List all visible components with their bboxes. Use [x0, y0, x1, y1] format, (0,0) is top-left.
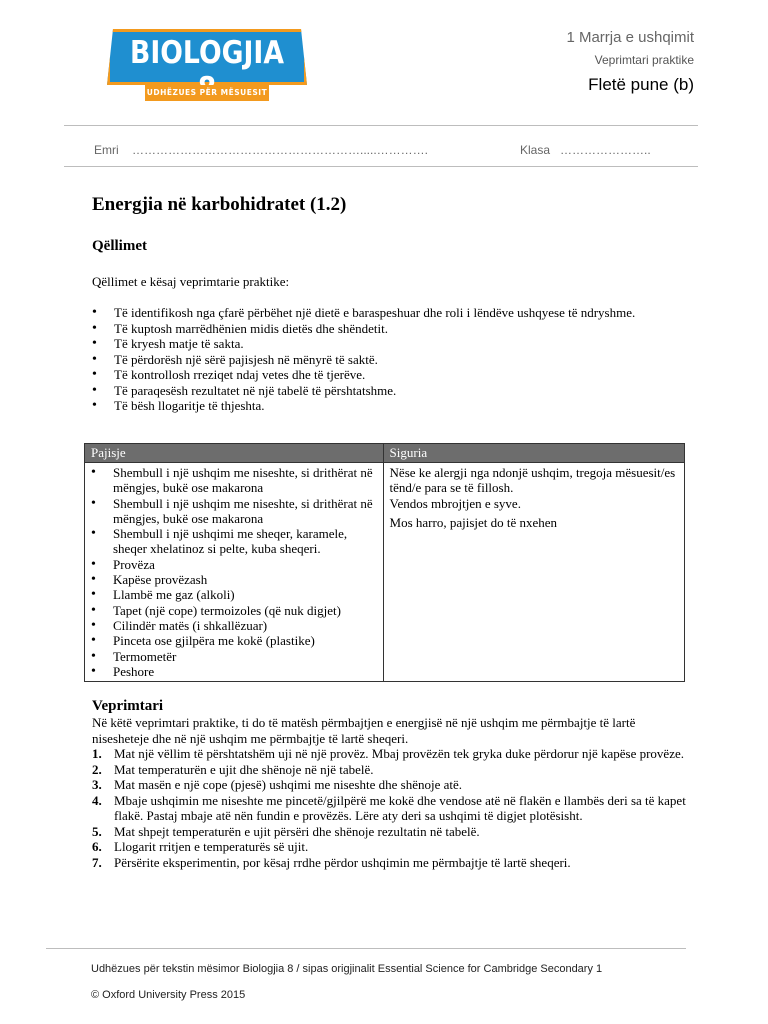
list-item: • Të identifikosh nga çfarë përbëhet një dietë e baraspeshuar dhe roli i lëndëve ushqyese të ndryshme.	[92, 305, 652, 321]
worksheet-label: Fletë pune (b)	[588, 75, 694, 94]
step-text: Përsërite eksperimentin, por kësaj rrdhe përdor ushqimin me përmbajtje të lartë sheqeri.	[114, 854, 571, 870]
step-text: Mat temperaturën e ujit dhe shënoje në një tabelë.	[114, 761, 374, 777]
equipment-list	[91, 465, 377, 679]
footer-source: Udhëzues për tekstin mësimor Biologjia 8 / sipas origjinalit Essential Science for Cambridge Secondary 1	[91, 963, 603, 975]
step-item	[92, 777, 692, 793]
list-item: • Shembull i një ushqim me niseshte, si drithërat në mëngjes, bukë ose makarona	[91, 465, 377, 496]
list-item: • Shembull i një ushqimi me sheqer, karamele, sheqer xhelatinoz si pelte, kuba sheqeri.	[91, 526, 377, 557]
equipment-safety-table	[84, 443, 685, 682]
list-item: • Të bësh llogaritje të thjeshta.	[92, 398, 652, 414]
step-text: Llogarit rritjen e temperaturës së ujit.	[114, 839, 309, 854]
worksheet-title: Energjia në karbohidratet (1.2)	[92, 194, 347, 215]
logo-title: BIOLOGJIA	[130, 35, 284, 71]
procedure-heading: Veprimtari	[92, 698, 164, 714]
safety-note: Mos harro, pajisjet do të nxehen	[389, 514, 558, 530]
footer-copyright: © Oxford University Press 2015	[91, 989, 246, 1001]
procedure-steps	[92, 746, 692, 870]
name-label: Emri	[94, 143, 119, 157]
class-field[interactable]: …………………..	[560, 143, 651, 157]
step-item	[92, 839, 692, 855]
equipment-header: Pajisje	[85, 444, 384, 463]
step-text: Mat një vëllim të përshtatshëm uji në një provëz. Mbaj provëzën tek gryka duke përdorur një kapëse provëze.	[114, 746, 684, 761]
step-number: 4.	[92, 792, 102, 808]
list-item: • Peshore	[91, 664, 377, 679]
list-item: • Të përdorësh një sërë pajisjesh në mënyrë të saktë.	[92, 352, 652, 368]
step-text: Mat shpejt temperaturën e ujit përsëri dhe shënoje rezultatin në tabelë.	[114, 823, 480, 839]
list-item: • Të kryesh matje të sakta.	[92, 336, 652, 352]
procedure-intro: Në këtë veprimtari praktike, ti do të matësh përmbajtjen e energjisë në një ushqim me përmbajtje të lartë nisesheteje dhe në një ushqim me përmbajtje të lartë sheqeri.	[92, 715, 636, 746]
name-field[interactable]: ………………………………………………….....………….	[132, 143, 429, 157]
step-number: 1.	[92, 746, 102, 761]
header-divider	[64, 125, 698, 126]
step-number: 2.	[92, 761, 102, 777]
step-text: Mbaje ushqimin me niseshte me pincetë/gjilpërë me kokë dhe vendose atë në flakën e llambës deri sa të kapet flakë. Pastaj mbaje atë nën fundin e provëzës. Lëre aty deri sa ushqimi të digjet plotësisht.	[114, 792, 686, 823]
list-item: • Të kontrollosh rreziqet ndaj vetes dhe të tjerëve.	[92, 367, 652, 383]
step-item	[92, 824, 692, 840]
equipment-cell	[85, 463, 384, 682]
list-item: • Llambë me gaz (alkoli)	[91, 587, 377, 602]
step-number: 5.	[92, 823, 102, 839]
list-item: • Cilindër matës (i shkallëzuar)	[91, 618, 377, 633]
logo-subtitle-band: UDHËZUES PËR MËSUESIT	[145, 85, 269, 101]
list-item: • Pinceta ose gjilpëra me kokë (plastike)	[91, 633, 377, 648]
book-logo	[107, 29, 307, 105]
footer-divider	[46, 948, 686, 949]
list-item: • Termometër	[91, 649, 377, 664]
safety-note: Vendos mbrojtjen e syve.	[389, 495, 521, 511]
step-text: Mat masën e një cope (pjesë) ushqimi me niseshte dhe shënoje atë.	[114, 777, 463, 792]
student-info-divider	[64, 166, 698, 167]
activity-type: Veprimtari praktike	[594, 53, 694, 67]
goals-list	[92, 305, 652, 414]
goals-heading: Qëllimet	[92, 238, 147, 254]
safety-note: Nëse ke alergji nga ndonjë ushqim, tregoja mësuesit/es tënd/e para se të fillosh.	[389, 465, 676, 496]
class-label: Klasa	[520, 143, 551, 157]
list-item: • Tapet (një cope) termoizoles (që nuk digjet)	[91, 603, 377, 618]
goals-intro: Qëllimet e kësaj veprimtarie praktike:	[92, 274, 290, 289]
list-item: • Kapëse provëzash	[91, 572, 377, 587]
list-item: • Të paraqesësh rezultatet në një tabelë të përshtatshme.	[92, 383, 652, 399]
list-item: • Provëza	[91, 557, 377, 572]
list-item: • Shembull i një ushqim me niseshte, si drithërat në mëngjes, bukë ose makarona	[91, 496, 377, 527]
safety-cell	[383, 463, 684, 682]
step-item	[92, 855, 692, 871]
step-item	[92, 762, 692, 778]
step-number: 3.	[92, 777, 102, 792]
step-number: 6.	[92, 839, 102, 854]
chapter-title: 1 Marrja e ushqimit	[566, 29, 694, 46]
list-item: • Të kuptosh marrëdhënien midis dietës dhe shëndetit.	[92, 321, 652, 337]
step-item	[92, 746, 692, 762]
step-item	[92, 793, 692, 824]
safety-header: Siguria	[383, 444, 684, 463]
step-number: 7.	[92, 854, 102, 870]
